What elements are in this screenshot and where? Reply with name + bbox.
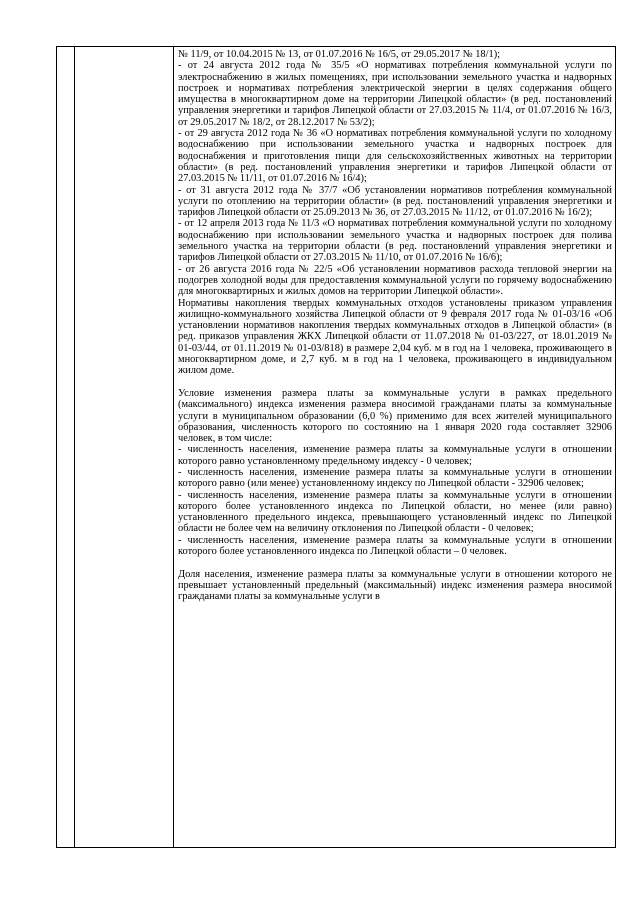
paragraph: - численность населения, изменение размера платы за коммунальные услуги в отношении которого равно (или менее) установленному индексу по Липецкой области - 32906 человек; [178, 466, 612, 490]
paragraph: - численность населения, изменение размера платы за коммунальные услуги в отношении которого более установленного индекса по Липецкой области – 0 человек. [178, 534, 612, 558]
table-column-divider-1 [74, 47, 75, 847]
paragraph: - численность населения, изменение размера платы за коммунальные услуги в отношении которого равно установленному предельному индексу - 0 человек; [178, 444, 612, 467]
text-cell [178, 49, 612, 603]
paragraph: - от 24 августа 2012 года № 35/5 «О нормативах потребления коммунальной услуги по электроснабжению в жилых помещениях, при использовании земельного участка и надворных построек и нормативах потребления электрической энергии в целях содержания общего имущества в многоквартирном доме на территории Липецкой области» (в ред. постановлений управления энергетики и тарифов Липецкой области от 27.03.2015 № 11/4, от 01.07.2016 № 16/3, от 29.05.2017 № 18/2, от 28.12.2017 № 53/2); [178, 60, 612, 128]
paragraph: Доля населения, изменение размера платы за коммунальные услуги в отношении которого не превышает установленный предельный (максимальный) индекс изменения размера вносимой гражданами платы за коммунальные услуги в [178, 568, 612, 603]
paragraph: Условие изменения размера платы за коммунальные услуги в рамках предельного (максимального) индекса изменения размера вносимой гражданами платы за коммунальные услуги в муниципальном образовании (6,0 %) применимо для всех жителей муниципального образования, численность которого по состоянию на 1 января 2020 года составляет 32906 человек, в том числе: [178, 387, 612, 445]
paragraph: - от 12 апреля 2013 года № 11/3 «О нормативах потребления коммунальной услуги по холодному водоснабжению при использовании земельного участка и надворных построек для полива земельного участка на территории области (в ред. постановлений управления энергетики и тарифов Липецкой области от 27.03.2015 № 11/10, от 01.07.2016 № 16/6); [178, 218, 612, 264]
paragraph: - от 31 августа 2012 года № 37/7 «Об установлении нормативов потребления коммунальной услуги по отоплению на территории области» (в ред. постановлений управления энергетики и тарифов Липецкой области от 25.09.2013 № 36, от 27.03.2015 № 11/12, от 01.07.2016 № 16/2); [178, 184, 612, 219]
paragraph-spacer [178, 557, 612, 568]
paragraph: - численность населения, изменение размера платы за коммунальные услуги в отношении которого более установленного индекса по Липецкой области, но менее (или равно) установленного предельного индекса, превышающего установленный индекс по Липецкой области не более чем на величину отклонения по Липецкой области - 0 человек; [178, 489, 612, 535]
paragraph: № 11/9, от 10.04.2015 № 13, от 01.07.2016 № 16/5, от 29.05.2017 № 18/1); [178, 49, 501, 60]
paragraph: - от 26 августа 2016 года № 22/5 «Об установлении нормативов расхода тепловой энергии на подогрев холодной воды для предоставления коммунальной услуги по горячему водоснабжению для многоквартирных и жилых домов на территории Липецкой области». [178, 263, 612, 298]
paragraph: Нормативы накопления твердых коммунальных отходов установлены приказом управления жилищно-коммунального хозяйства Липецкой области от 9 февраля 2017 года № 01-03/16 «Об установлении нормативов накопления твердых коммунальных отходов в Липецкой области» (в ред. приказов управления ЖКХ Липецкой области от 11.07.2018 № 01-03/227, от 18.01.2019 № 01-03/44, от 01.11.2019 № 01-03/818) в размере 2,04 куб. м в год на 1 человека, проживающего в многоквартирном доме, и 2,7 куб. м в год на 1 человека, проживающего в индивидуальном жилом доме. [178, 297, 612, 377]
document-table [56, 46, 616, 848]
paragraph-spacer [178, 377, 612, 388]
paragraph: - от 29 августа 2012 года № 36 «О нормативах потребления коммунальной услуги по холодному водоснабжению при использовании земельного участка и надворных построек для водоснабжения и приготовления пищи для сельскохозяйственных животных на территории области» (в ред. постановлений управления энергетики и тарифов Липецкой области от 27.03.2015 № 11/11, от 01.07.2016 № 16/4); [178, 128, 612, 185]
table-column-divider-2 [173, 47, 174, 847]
